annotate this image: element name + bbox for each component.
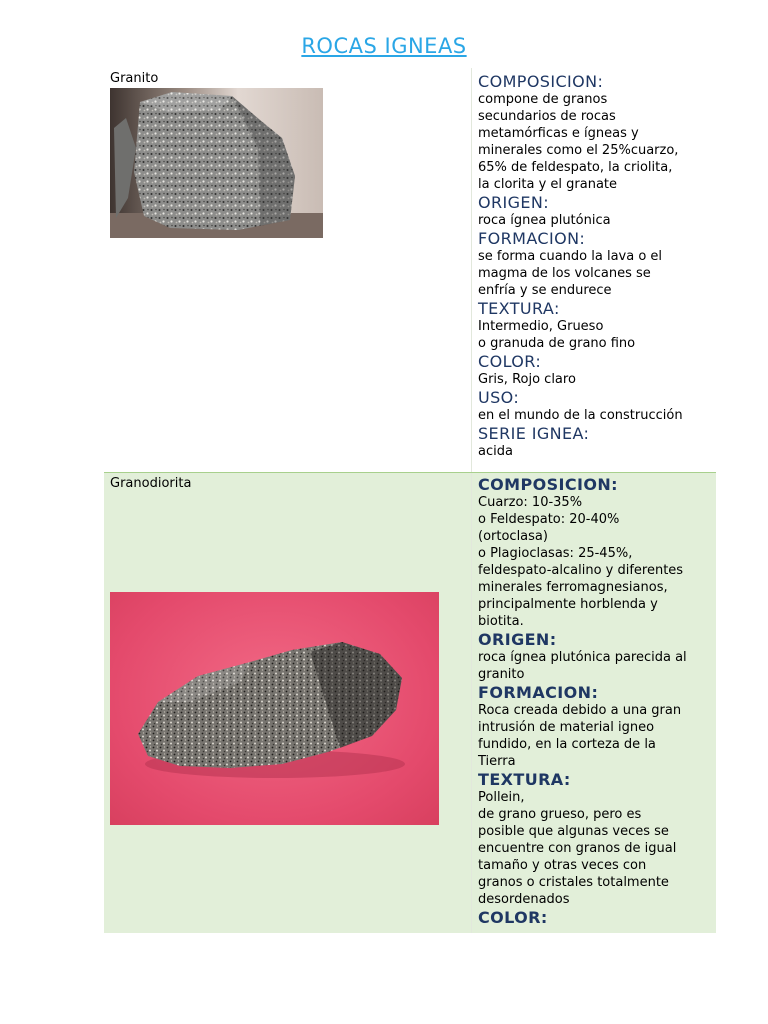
section-text-composicion: compone de granos secundarios de rocas metamórficas e ígneas y minerales como el 25%cuarzo, 65% de feldespato, la criolita, la clorita y el granate — [478, 92, 679, 192]
section-text-serie-ignea: acida — [478, 444, 513, 459]
section-heading-color: COLOR: — [478, 352, 542, 371]
section-heading-formacion: FORMACION: — [478, 683, 599, 702]
rock-info — [478, 475, 716, 927]
rock-row-granodiorita — [104, 472, 716, 933]
rock-info — [478, 72, 716, 460]
section-text-formacion: se forma cuando la lava o el magma de los volcanes se enfría y se endurece — [478, 249, 663, 298]
granodiorite-photo — [110, 592, 439, 825]
section-text-composicion: Cuarzo: 10-35% o Feldespato: 20-40% (ortoclasa) o Plagioclasas: 25-45%, feldespato-alcalino y diferentes minerales ferromagnesianos, principalmente horblenda y biotita. — [478, 495, 684, 629]
section-text-origen: roca ígnea plutónica — [478, 213, 611, 228]
section-heading-uso: USO: — [478, 388, 520, 407]
section-text-textura: Intermedio, Grueso o granuda de grano fino — [478, 319, 636, 351]
section-heading-textura: TEXTURA: — [478, 770, 571, 789]
section-text-uso: en el mundo de la construcción — [478, 408, 683, 423]
column-divider — [471, 473, 472, 933]
column-divider — [471, 68, 472, 472]
section-heading-composicion: COMPOSICION: — [478, 72, 604, 91]
page-title: ROCAS IGNEAS — [301, 34, 467, 58]
section-text-textura: Pollein, de grano grueso, pero es posible que algunas veces se encuentre con granos de igual tamaño y otras veces con granos o cristales totalmente desordenados — [478, 790, 677, 907]
section-heading-formacion: FORMACION: — [478, 229, 586, 248]
section-heading-color: COLOR: — [478, 908, 548, 927]
section-heading-origen: ORIGEN: — [478, 193, 550, 212]
section-text-origen: roca ígnea plutónica parecida al granito — [478, 650, 687, 682]
section-heading-serie-ignea: SERIE IGNEA: — [478, 424, 590, 443]
section-text-formacion: Roca creada debido a una gran intrusión de material igneo fundido, en la corteza de la Tierra — [478, 703, 682, 769]
section-heading-composicion: COMPOSICION: — [478, 475, 618, 494]
rock-name: Granodiorita — [110, 476, 192, 491]
granite-photo — [110, 88, 323, 238]
rock-row-granito — [104, 68, 716, 472]
section-text-color: Gris, Rojo claro — [478, 372, 576, 387]
rock-name: Granito — [110, 71, 159, 86]
section-heading-origen: ORIGEN: — [478, 630, 557, 649]
section-heading-textura: TEXTURA: — [478, 299, 560, 318]
